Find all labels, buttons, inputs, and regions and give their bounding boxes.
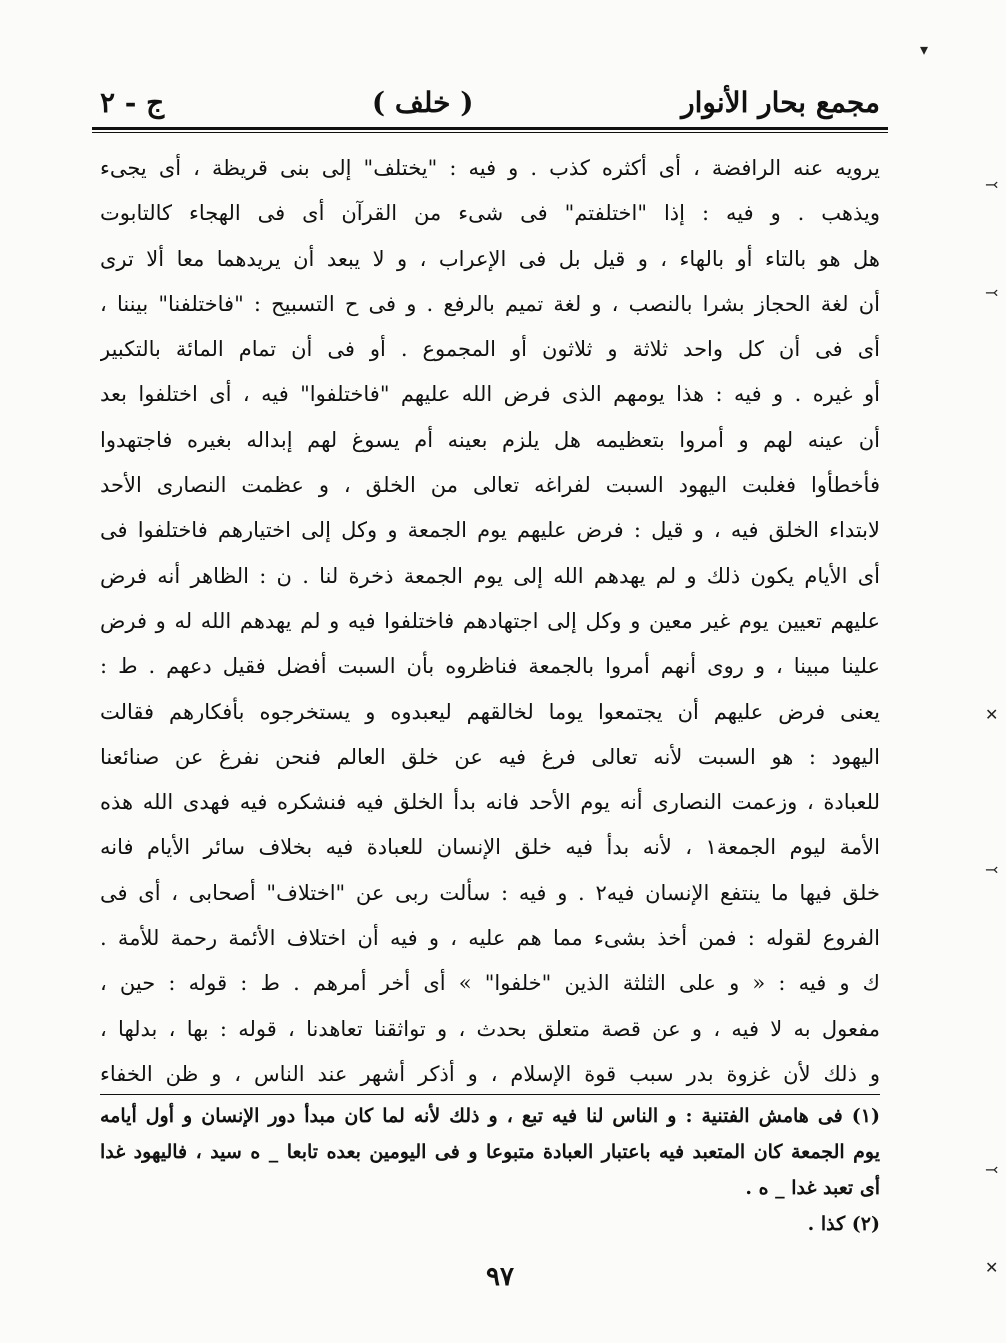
footnote-line: يوم الجمعة كان المتعبد فيه باعتبار العبادة متبوعا و فى اليومين بعده تابعا _ ه سيد ، فاليهود غدا [100, 1141, 880, 1163]
text-line: لابتداء الخلق فيه ، و قيل : فرض عليهم يوم الجمعة و وكل إلى اختيارهم فاختلفوا فى [100, 518, 880, 543]
scan-speck: ▾ [920, 40, 929, 59]
main-text [100, 146, 880, 1097]
text-line: علينا مبينا ، و روى أنهم أمروا بالجمعة فناظروه بأن السبت أفضل فقيل دعهم . ط : [100, 654, 880, 679]
text-line: الفروع لقوله : فمن أخذ بشىء مما هم عليه ، و فيه أن اختلاف الأئمة رحمة للأمة . [100, 926, 880, 951]
text-line: أى فى أن كل واحد ثلاثة و ثلاثون أو المجموع . أو فى أن تمام المائة بالتكبير [100, 337, 880, 362]
running-header [100, 78, 880, 126]
text-line: خلق فيها ما ينتفع الإنسان فيه٢ . و فيه : سألت ربى عن "اختلاف" أصحابى ، أى فى [100, 880, 880, 905]
footnote-line: أى تعبد غدا _ ه . [745, 1177, 880, 1199]
text-line: مفعول به لا فيه ، و عن قصة متعلق بحدث ، و تواثقنا تعاهدنا ، قوله : بها ، بدلها ، [100, 1016, 880, 1041]
footnote-line: (٢) كذا . [807, 1213, 880, 1235]
text-line: للعبادة ، وزعمت النصارى أنه يوم الأحد فانه بدأ الخلق فيه فنشكره فيه فهدى الله هذه [100, 790, 880, 815]
text-line: ك و فيه : « و على الثلثة الذين "خلفوا" » أى أخر أمرهم . ط : قوله : حين ، [100, 971, 880, 996]
text-line: يعنى فرض عليهم أن يجتمعوا يوما لخالقهم ليعبدوه و يستخرجوه بأفكارهم فقالت [100, 699, 880, 724]
scan-speck: ⤙ [985, 1160, 999, 1179]
text-line: و ذلك لأن غزوة بدر سبب قوة الإسلام ، و أذكر أشهر عند الناس ، و ظن الخفاء [100, 1061, 880, 1086]
text-line: أن عينه لهم و أمروا بتعظيمه هل يلزم بعينه أم يسوغ لهم إبداله بغيره فاجتهدوا [100, 427, 880, 452]
footnotes [100, 1098, 880, 1242]
text-line: عليهم تعيين يوم غير معين و وكل إلى اجتهادهم فاختلفوا فيه و لم يهدهم الله له و فرض [100, 608, 880, 633]
text-line: هل هو بالتاء أو بالهاء ، و قيل بل فى الإعراب ، و لا يبعد أن يريدهما معا ألا ترى [100, 246, 880, 271]
page-number: ٩٧ [486, 1262, 514, 1292]
footnote-rule [100, 1094, 880, 1095]
scan-speck: ⤙ [985, 283, 999, 302]
scan-speck: ✕ [985, 1258, 999, 1277]
book-title: مجمع بحار الأنوار [681, 85, 880, 119]
text-line: فأخطأوا فغلبت اليهود السبت لفراغه تعالى من الخلق ، و عظمت النصارى الأحد [100, 473, 880, 498]
text-line: أى الأيام يكون ذلك و لم يهدهم الله إلى يوم الجمعة ذخرة لنا . ن : الظاهر أنه فرض [100, 563, 880, 588]
scan-speck: ⤙ [985, 860, 999, 879]
text-line: اليهود : هو السبت لأنه تعالى فرغ فيه عن خلق العالم فنحن نفرغ عن صنائعنا [100, 744, 880, 769]
text-line: يرويه عنه الرافضة ، أى أكثره كذب . و فيه : "يختلف" إلى بنى قريظة ، أى يجىء [100, 156, 880, 180]
footnote-line: (١) فى هامش الفتنية : و الناس لنا فيه تبع ، و ذلك لأنه لما كان مبدأ دور الإنسان و أول أيامه [100, 1105, 880, 1127]
text-line: أو غيره . و فيه : هذا يومهم الذى فرض الله عليهم "فاختلفوا" فيه ، أى اختلفوا بعد [100, 382, 880, 407]
scan-speck: ✕ [985, 705, 999, 724]
header-rule [92, 127, 888, 130]
scan-speck: ⤙ [985, 175, 999, 194]
entry-heading: ( خلف ) [371, 85, 474, 119]
text-line: أن لغة الحجاز بشرا بالنصب ، و لغة تميم بالرفع . و فى ح التسبيح : "فاختلفنا" بيننا ، [100, 291, 880, 316]
text-line: الأمة ليوم الجمعة١ ، لأنه بدأ فيه خلق الإنسان للعبادة فيه بخلاف سائر الأيام فانه [100, 835, 880, 860]
header-rule-thin [92, 132, 888, 133]
text-line: ويذهب . و فيه : إذا "اختلفتم" فى شىء من القرآن أى فى الهجاء كالتابوت [100, 201, 880, 226]
volume-label: ج - ٢ [100, 85, 165, 119]
